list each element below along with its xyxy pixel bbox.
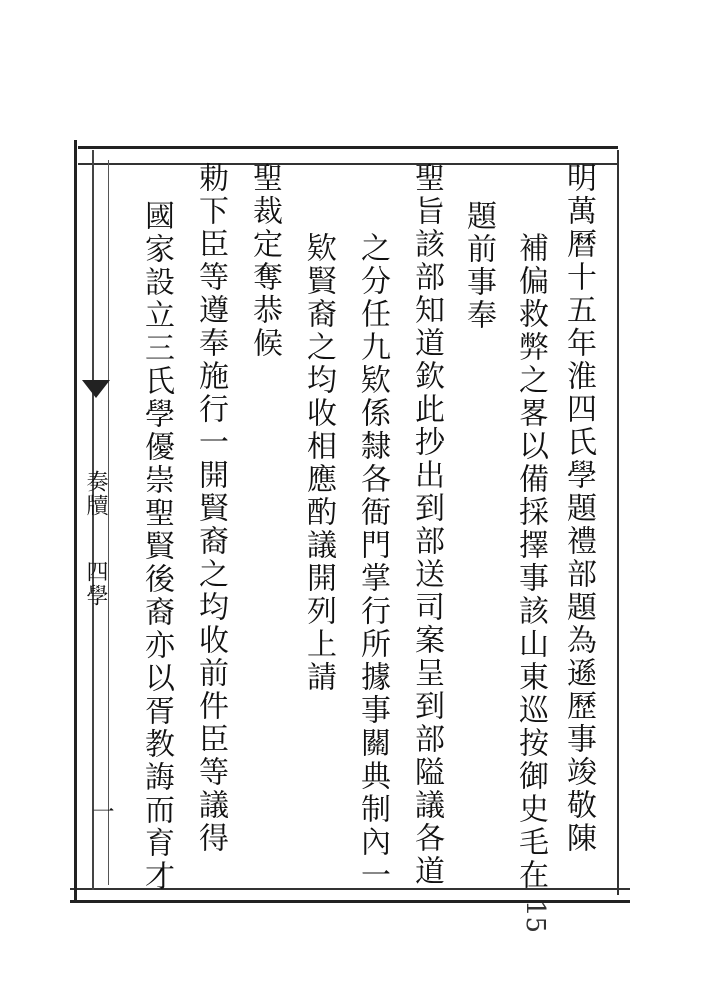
text-column-5: 之分任九欵係隸各衙門掌行所據事關典制內一 [355,232,390,892]
text-column-9: 國家設立三氏學優崇聖賢後裔亦以胥教誨而育才 [139,200,174,893]
spine-divider-line [108,160,109,885]
text-column-7: 聖裁定奪恭候 [247,162,282,360]
fish-tail-mark [82,380,110,398]
text-column-3: 題前事奉 [461,200,496,332]
text-column-8: 勅下臣等遵奉施行一開賢裔之均收前件臣等議得 [193,162,228,855]
marginal-note: 15 [520,900,550,934]
text-column-1: 明萬曆十五年淮四氏學題禮部題為遜歷事竣敬陳 [561,162,596,855]
page-frame-left-border [74,140,77,900]
text-column-6: 欵賢裔之均收相應酌議開列上請 [301,232,336,694]
spine-section: 四學 [83,560,108,608]
page-frame-left-inner-border [92,150,94,890]
text-column-4: 聖旨該部知道欽此抄出到部送司案呈到部隘議各道 [409,162,444,888]
text-column-2: 補偏救弊之畧以備採擇事該山東巡按御史毛在 [513,232,548,892]
spine-title: 奏牘 [83,470,108,518]
page-frame-right-border [617,150,619,895]
spine-page-number: 一 [89,800,114,822]
page-frame-top-border [78,146,618,165]
